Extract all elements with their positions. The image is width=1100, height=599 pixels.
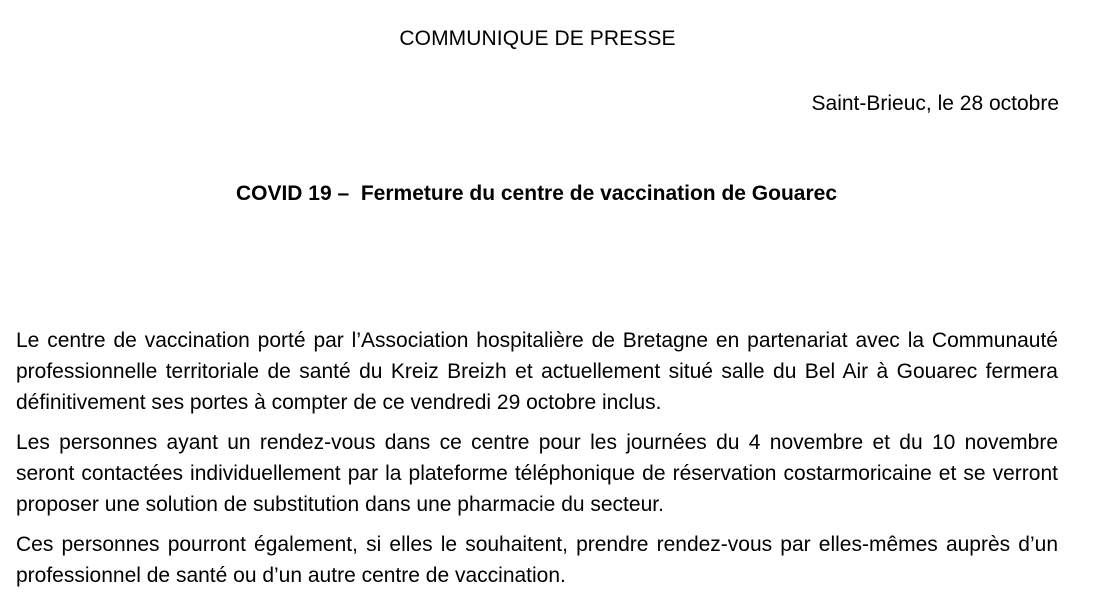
dateline: Saint-Brieuc, le 28 octobre bbox=[811, 92, 1059, 115]
document-title: COVID 19 – Fermeture du centre de vaccination de Gouarec bbox=[235, 182, 838, 205]
document-header: COMMUNIQUE DE PRESSE bbox=[399, 27, 676, 50]
body-paragraph-1: Le centre de vaccination porté par l’Association hospitalière de Bretagne en partenariat avec la Communauté professionnelle territoriale de santé du Kreiz Breizh et actuellement situé salle du Bel Air à Gouarec fermera définitivement ses portes à compter de ce vendredi 29 octobre inclus. bbox=[16, 329, 1058, 414]
body-paragraph-2: Les personnes ayant un rendez-vous dans ce centre pour les journées du 4 novembre et du 10 novembre seront contactées individuellement par la plateforme téléphonique de réservation costarmoricaine et se verront proposer une solution de substitution dans une pharmacie du secteur. bbox=[16, 431, 1058, 516]
body-paragraph-3: Ces personnes pourront également, si elles le souhaitent, prendre rendez-vous par elles-mêmes auprès d’un professionnel de santé ou d’un autre centre de vaccination. bbox=[16, 533, 1058, 587]
document-body bbox=[16, 325, 1058, 599]
